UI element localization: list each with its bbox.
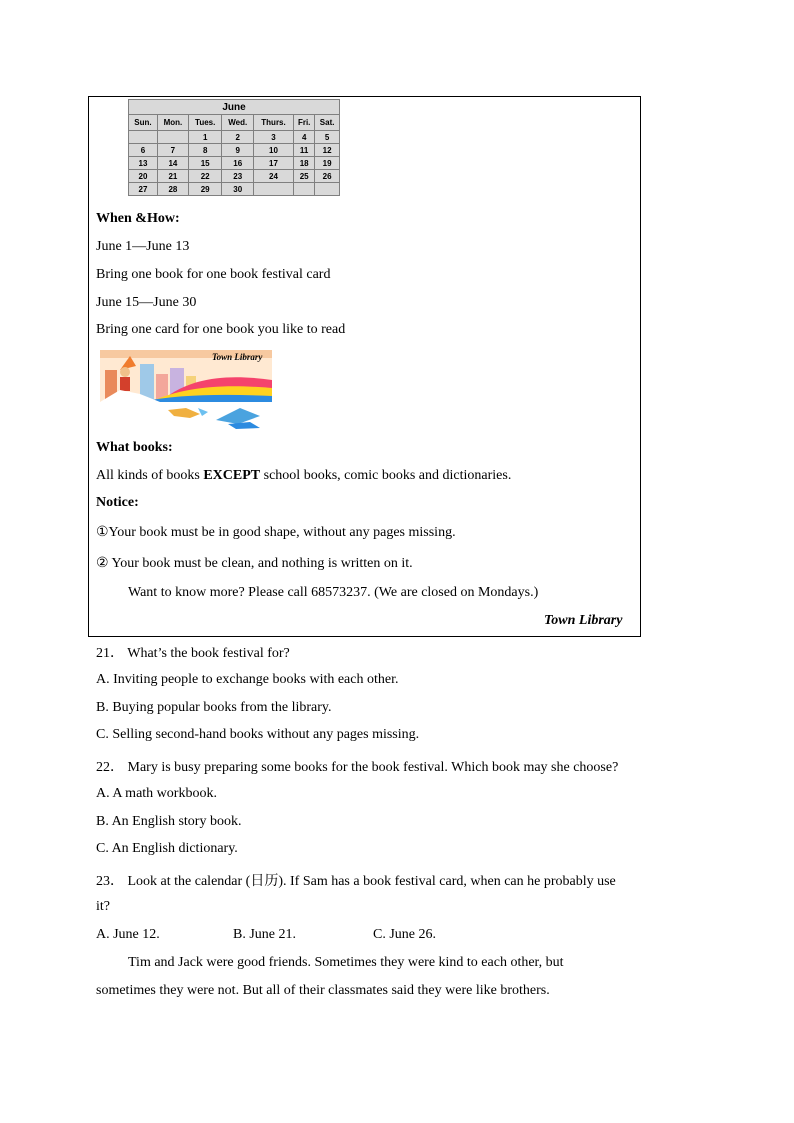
question-21-stem: 21． What’s the book festival for? — [96, 646, 290, 661]
calendar-date-cell: 25 — [294, 170, 315, 183]
period-1: June 1—June 13 — [96, 239, 190, 254]
calendar-month: June — [129, 100, 340, 115]
when-heading: When &How: — [96, 211, 180, 226]
calendar-date-cell: 20 — [129, 170, 158, 183]
calendar-date-cell: 12 — [315, 144, 340, 157]
calendar-day-header: Wed. — [222, 115, 253, 131]
question-21-option-c: C. Selling second-hand books without any pages missing. — [96, 727, 420, 742]
calendar-date-cell: 14 — [157, 157, 188, 170]
calendar-day-header: Tues. — [188, 115, 222, 131]
period-2-rule: Bring one card for one book you like to read — [96, 322, 346, 337]
question-21-option-b: B. Buying popular books from the library. — [96, 700, 332, 715]
calendar-date-cell: 21 — [157, 170, 188, 183]
calendar-date-cell: 1 — [188, 131, 222, 144]
period-2: June 15—June 30 — [96, 295, 197, 310]
calendar-date-cell: 28 — [157, 183, 188, 196]
calendar-week — [129, 157, 340, 170]
question-23-option-b: B. June 21. — [233, 927, 296, 942]
signature: Town Library — [544, 613, 623, 628]
calendar-day-header: Sun. — [129, 115, 158, 131]
calendar-date-cell — [253, 183, 293, 196]
banner-label: Town Library — [212, 352, 263, 362]
calendar-day-header: Fri. — [294, 115, 315, 131]
calendar-date-cell: 5 — [315, 131, 340, 144]
calendar-date-cell — [129, 131, 158, 144]
what-heading: What books: — [96, 440, 173, 455]
period-1-rule: Bring one book for one book festival card — [96, 267, 331, 282]
june-calendar — [128, 99, 340, 196]
calendar-week — [129, 183, 340, 196]
calendar-date-cell: 16 — [222, 157, 253, 170]
calendar-date-cell: 19 — [315, 157, 340, 170]
calendar-day-header: Sat. — [315, 115, 340, 131]
calendar-date-cell: 8 — [188, 144, 222, 157]
question-23-option-a: A. June 12. — [96, 927, 160, 942]
calendar-date-cell: 29 — [188, 183, 222, 196]
question-22-option-b: B. An English story book. — [96, 814, 242, 829]
contact-line: Want to know more? Please call 68573237. (We are closed on Mondays.) — [128, 585, 539, 600]
what-books-text — [96, 468, 511, 484]
question-21-option-a: A. Inviting people to exchange books with each other. — [96, 672, 399, 687]
rule-2: ② Your book must be clean, and nothing is written on it. — [96, 556, 413, 571]
calendar-date-cell: 4 — [294, 131, 315, 144]
calendar-date-cell: 18 — [294, 157, 315, 170]
except-word: EXCEPT — [203, 468, 261, 483]
town-library-banner-image — [100, 350, 272, 430]
calendar-date-cell: 9 — [222, 144, 253, 157]
calendar-date-cell: 2 — [222, 131, 253, 144]
question-23-option-c: C. June 26. — [373, 927, 436, 942]
calendar-week — [129, 170, 340, 183]
passage-line-1: Tim and Jack were good friends. Sometimes they were kind to each other, but — [128, 955, 564, 970]
calendar-date-cell — [294, 183, 315, 196]
calendar-date-cell: 27 — [129, 183, 158, 196]
calendar-date-cell: 3 — [253, 131, 293, 144]
calendar-date-cell: 10 — [253, 144, 293, 157]
calendar-date-cell: 15 — [188, 157, 222, 170]
calendar-date-cell: 13 — [129, 157, 158, 170]
passage-line-2: sometimes they were not. But all of their classmates said they were like brothers. — [96, 983, 550, 998]
question-23-stem-line-2: it? — [96, 899, 110, 914]
question-23-stem-line-1: 23． Look at the calendar (日历). If Sam has a book festival card, when can he probably use — [96, 874, 616, 889]
what-suffix: school books, comic books and dictionaries. — [260, 468, 512, 483]
calendar-date-cell: 7 — [157, 144, 188, 157]
calendar-day-header: Thurs. — [253, 115, 293, 131]
notice-heading: Notice: — [96, 495, 139, 510]
calendar-date-cell: 26 — [315, 170, 340, 183]
calendar-date-cell: 17 — [253, 157, 293, 170]
calendar-date-cell: 22 — [188, 170, 222, 183]
calendar-date-cell: 11 — [294, 144, 315, 157]
calendar-date-cell: 6 — [129, 144, 158, 157]
rule-1: ①Your book must be in good shape, without any pages missing. — [96, 525, 456, 540]
calendar-date-cell: 24 — [253, 170, 293, 183]
calendar-day-header: Mon. — [157, 115, 188, 131]
question-22-option-a: A. A math workbook. — [96, 786, 217, 801]
calendar-date-cell — [315, 183, 340, 196]
calendar-week — [129, 144, 340, 157]
question-22-stem: 22． Mary is busy preparing some books for the book festival. Which book may she choose? — [96, 760, 619, 775]
what-prefix: All kinds of books — [96, 468, 204, 483]
town-library-banner — [100, 350, 272, 430]
question-22-option-c: C. An English dictionary. — [96, 841, 238, 856]
calendar-date-cell: 23 — [222, 170, 253, 183]
calendar-date-cell: 30 — [222, 183, 253, 196]
calendar-date-cell — [157, 131, 188, 144]
calendar-week — [129, 131, 340, 144]
